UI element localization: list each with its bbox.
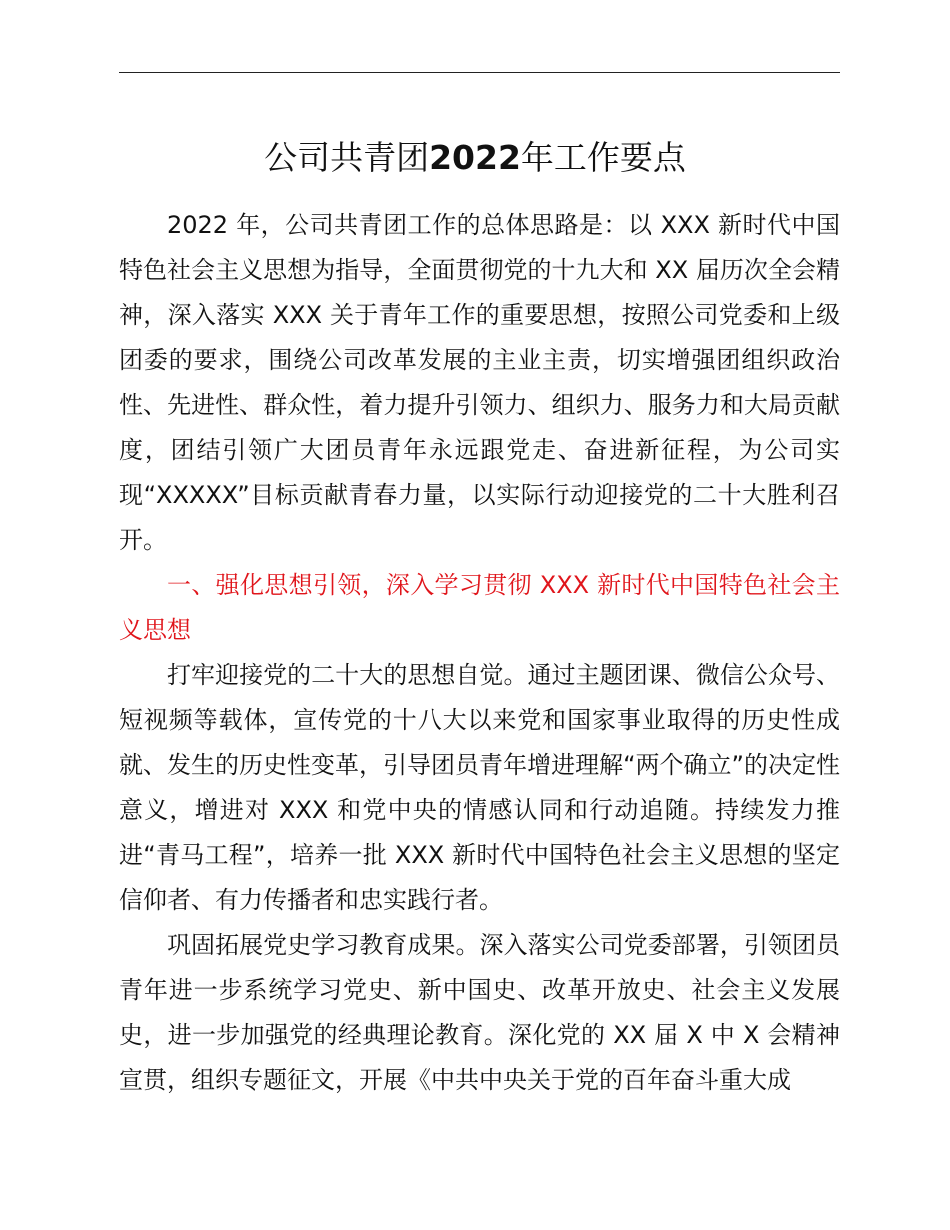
intro-paragraph: 2022 年，公司共青团工作的总体思路是：以 XXX 新时代中国特色社会主义思想为指导，全面贯彻党的十九大和 XX 届历次全会精神，深入落实 XXX 关于青年工作的重要思想，按照公司党委和上级团委的要求，围绕公司改革发展的主业主责，切实增强团组织政治性、先进性、群众性，着力提升引领力、组织力、服务力和大局贡献度，团结引领广大团员青年永远跟党走、奋进新征程，为公司实现“XXXXX”目标贡献青春力量，以实际行动迎接党的二十大胜利召开。 — [119, 211, 840, 554]
header-rule — [119, 72, 840, 73]
title-year: 2022 — [429, 138, 521, 177]
document-title — [0, 136, 950, 180]
title-suffix: 年工作要点 — [520, 138, 686, 177]
section1-paragraph-2: 巩固拓展党史学习教育成果。深入落实公司党委部署，引领团员青年进一步系统学习党史、新中国史、改革开放史、社会主义发展史，进一步加强党的经典理论教育。深化党的 XX 届 X 中 X 会精神宣贯，组织专题征文，开展《中共中央关于党的百年奋斗重大成 — [119, 931, 840, 1094]
section-heading-1: 一、强化思想引领，深入学习贯彻 XXX 新时代中国特色社会主义思想 — [119, 571, 840, 644]
section1-paragraph-1: 打牢迎接党的二十大的思想自觉。通过主题团课、微信公众号、短视频等载体，宣传党的十八大以来党和国家事业取得的历史性成就、发生的历史性变革，引导团员青年增进理解“两个确立”的决定性意义，增进对 XXX 和党中央的情感认同和行动追随。持续发力推进“青马工程”，培养一批 XXX 新时代中国特色社会主义思想的坚定信仰者、有力传播者和忠实践行者。 — [119, 661, 840, 914]
document-body — [119, 203, 840, 1103]
title-prefix: 公司共青团 — [264, 138, 430, 177]
